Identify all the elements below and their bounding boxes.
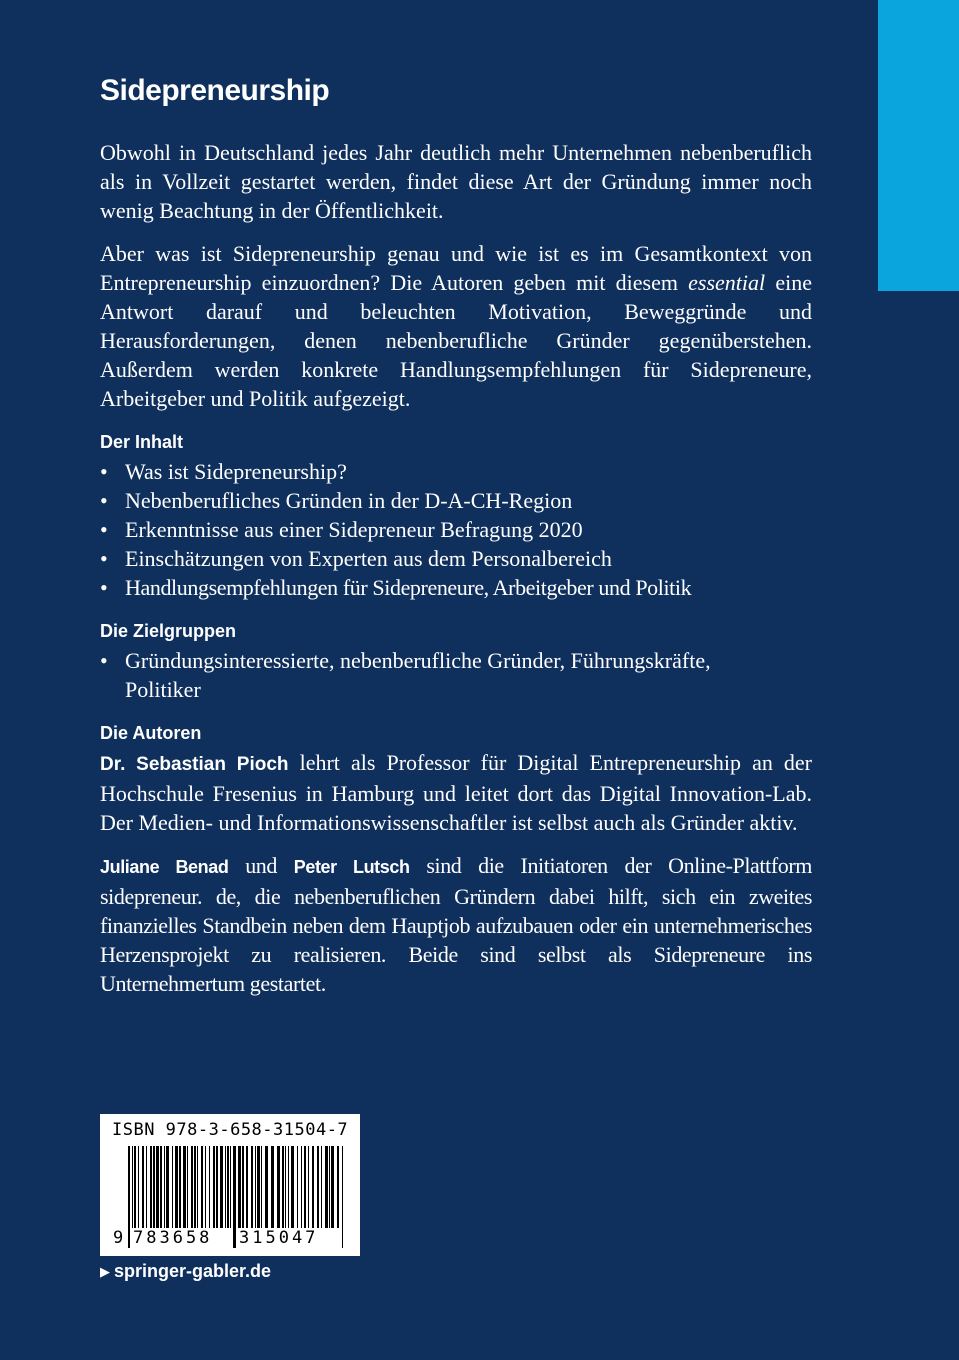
barcode-bar [301,1146,302,1228]
barcode-bar [183,1146,186,1228]
barcode-bar [246,1146,248,1228]
barcode-bar [251,1146,253,1228]
barcode-bar [132,1146,133,1228]
barcode-bar [265,1146,268,1228]
barcode-digits-right: 315047 [239,1228,319,1248]
barcode-bar [233,1146,236,1248]
barcode-bar [187,1146,188,1228]
list-item: • Einschätzungen von Experten aus dem Personalbereich [100,544,812,573]
barcode-bar [216,1146,218,1228]
intro-paragraph-1: Obwohl in Deutschland jedes Jahr deutlich mehr Unternehmen nebenberuflich als in Vollzeit gestartet werden, findet diese Art der Gründung immer noch wenig Beachtung in der Öffentlichkeit. [100,140,812,223]
barcode-bar [213,1146,215,1228]
author-bio-text: lehrt als Professor für Digital Entrepreneurship an der Hochschule Fresenius in Hamburg und leitet dort das Digital Innovation-Lab. Der Medien- und Informationswissenschaftler ist selbst auch als Gründer aktiv. [100,750,812,835]
author-name: Peter Lutsch [293,857,410,877]
accent-strip [878,0,959,291]
barcode-bar [257,1146,260,1228]
barcode-bar [156,1146,159,1228]
barcode-bar [317,1146,319,1228]
barcode-bar [255,1146,256,1228]
barcode-bar [164,1146,165,1228]
barcode-bar [150,1146,152,1228]
publisher-url: springer-gabler.de [114,1261,272,1281]
triangle-arrow-icon: ▶ [100,1264,110,1279]
barcode-bar [325,1146,328,1228]
barcode-bar [209,1146,210,1228]
barcode-bar [329,1146,330,1228]
barcode-bar [321,1146,322,1228]
intro-p2-start: Aber was ist Sidepreneurship genau und wie ist es im Gesamtkontext von Entrepreneurship einzuordnen? Die Autoren geben mit diesem [100,241,812,295]
barcode-bar [153,1146,155,1228]
list-item: • Was ist Sidepreneurship? [100,457,812,486]
back-cover-text [100,72,812,1012]
barcode-bar [179,1146,181,1228]
barcode-bar [134,1146,136,1228]
barcode-bar [308,1146,309,1228]
barcode-bar [312,1146,314,1228]
intro-paragraph-2 [100,239,812,413]
barcode-bar [271,1146,274,1228]
author-name: Dr. Sebastian Pioch [100,754,289,775]
barcode-bar [277,1146,280,1228]
barcode-bar [194,1146,196,1228]
barcode-bar [342,1146,343,1248]
barcode-bar [160,1146,162,1228]
list-item: • Erkenntnisse aus einer Sidepreneur Befragung 2020 [100,515,812,544]
section-heading-inhalt: Der Inhalt [100,432,184,452]
isbn-barcode [100,1114,360,1256]
list-item: • Handlungsempfehlungen für Sidepreneure, Arbeitgeber und Politik [100,573,812,602]
barcode-bar [172,1146,173,1228]
barcode-bar [146,1146,147,1228]
inhalt-list [100,457,812,602]
barcode-bar [197,1146,198,1228]
barcode-digit-first: 9 [113,1228,124,1248]
publisher-link[interactable] [100,1261,271,1282]
barcode-bar [227,1146,229,1228]
isbn-number: ISBN 978-3-658-31504-7 [112,1120,349,1140]
list-item: • Gründungsinteressierte, nebenberufliche Gründer, Führungskräfte, Politiker [100,646,812,704]
section-heading-zielgruppen: Die Zielgruppen [100,621,237,641]
essential-term: essential [688,270,766,295]
book-title: Sidepreneurship [100,74,330,107]
barcode-bar [220,1146,223,1228]
barcode-bar [242,1146,244,1228]
barcode-bar [261,1146,262,1228]
barcode-bar [282,1146,284,1228]
barcode-bar [201,1146,203,1228]
barcode-bar [291,1146,294,1228]
barcode-bar [285,1146,286,1228]
barcode-bar [166,1146,169,1228]
barcode-bar [138,1146,139,1228]
intro-p2-end: eine Antwort darauf und beleuchten Motivation, Beweggründe und Herausforderungen, denen nebenberufliche Gründer gegenüberstehen. Außerdem werden konkrete Handlungsempfehlungen für Sidepreneure, Arbeitgeber und Politik aufgezeigt. [100,270,812,411]
section-heading-autoren: Die Autoren [100,723,202,743]
barcode-bar [175,1146,178,1228]
barcode-bar [230,1146,231,1228]
author-bio-1 [100,748,812,837]
barcode-bar [225,1146,226,1228]
barcode-bar [128,1146,130,1248]
barcode-digits-left: 783658 [133,1228,213,1248]
author-name: Juliane Benad [100,857,229,877]
barcode-bar [205,1146,206,1228]
zielgruppen-list [100,646,812,704]
barcode-bar [297,1146,298,1228]
barcode-bar [304,1146,306,1228]
barcode-bar [331,1146,334,1228]
list-item: • Nebenberufliches Gründen in der D-A-CH-Region [100,486,812,515]
barcode-bar [337,1146,339,1228]
barcode-bar [288,1146,289,1228]
barcode-bar [142,1146,144,1228]
author-bio-2 [100,851,812,998]
conjunction: und [228,853,294,878]
barcode-bar [191,1146,193,1228]
author-bio-text: sind die Initiatoren der Online-Plattform sidepreneur. de, die nebenberuflichen Gründern dabei hilft, sich ein zweites finanzielles Standbein neben dem Hauptjob aufzubauen oder ein unternehmerisches Herzensprojekt zu realisieren. Beide sind selbst als Sidepreneure ins Unternehmertum gestartet. [100,853,812,996]
